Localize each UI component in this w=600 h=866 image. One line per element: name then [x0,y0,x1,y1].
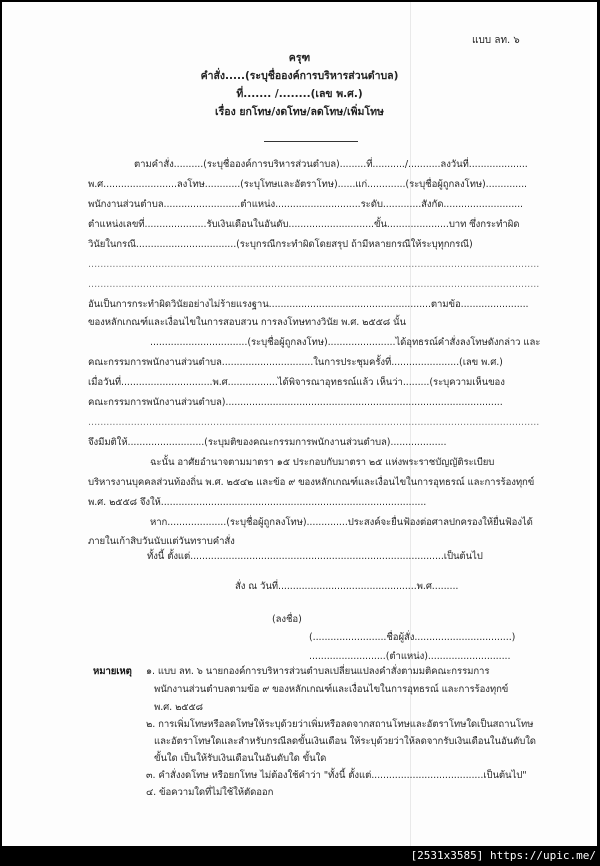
header-divider [264,141,358,142]
blank-line: .................................................................................................................................................... [88,259,540,270]
body-line: บริหารงานบุคคลส่วนท้องถิ่น พ.ศ. ๒๕๔๒ และข้อ ๙ ของหลักเกณฑ์และเงื่อนไขในการอุทธรณ์ และการร้องทุกข์ [88,477,535,488]
body-line: พ.ศ.........................ลงโทษ............(ระบุโทษและอัตราโทษ)......แก่.............(ระบุชื่อผู้ถูกลงโทษ).............. [88,179,527,190]
order-title: คำสั่ง.....(ระบุชื่อองค์การบริหารส่วนตำบล) [200,70,399,82]
effective-date-line: ทั้งนี้ ตั้งแต่......................................................................................เป็นต้นไป [147,551,483,562]
form-code: แบบ ลท. ๖ [472,35,520,46]
body-line: วินัยในกรณี..................................(ระบุกรณีกระทำผิดโดยสรุป ถ้ามีหลายกรณีให้ระบุทุกกรณี) [88,239,473,250]
body-line: คณะกรรมการพนักงานส่วนตำบล...............................ในการประชุมครั้งที่.......................(เลข พ.ศ.) [88,357,503,368]
body-line: หาก....................(ระบุชื่อผู้ถูกลงโทษ)..............ประสงค์จะยื่นฟ้องต่อศาลปกครองให้ยื่นฟ้องได้ [150,517,533,528]
note-line: ๑. แบบ ลท. ๖ นายกองค์การบริหารส่วนตำบลเปลี่ยนแปลงคำสั่งตามมติคณะกรรมการ [146,666,490,677]
signer-position: ..........................(ตำแหน่ง)............................ [309,651,511,662]
body-line: พ.ศ. ๒๕๕๘ จึงให้.......................................................................................... [88,497,427,508]
order-number: ที่....... /........(เลข พ.ศ.) [236,88,363,100]
blank-line: .................................................................................................................................................... [88,417,540,428]
sign-label: (ลงชื่อ) [272,614,302,625]
document-header [2,49,597,121]
body-line: อันเป็นการกระทำผิดวินัยอย่างไม่ร้ายแรงฐาน.......................................................ตามข้อ....................... [88,299,529,310]
body-line: พนักงานส่วนตำบล..........................ตำแหน่ง.............................ระดับ.............สังกัด........................... [88,199,523,210]
body-line: ตามคำสั่ง..........(ระบุชื่อองค์การบริหารส่วนตำบล).........ที่.........../...........ลงวันที่.................... [134,159,528,170]
body-line: คณะกรรมการพนักงานส่วนตำบล).............................................................................................. [88,397,503,408]
note-line: ขั้นใด เป็นให้รับเงินเดือนในอันดับใด ขั้นใด [154,753,327,764]
emblem-label: ครุฑ [288,52,311,64]
blank-line: .................................................................................................................................................... [88,279,540,290]
ordered-on-date: สั่ง ณ วันที่...............................................พ.ศ......... [235,581,459,592]
note-line: พ.ศ. ๒๕๕๘ [154,702,203,713]
order-subject: เรื่อง ยกโทษ/งดโทษ/ลดโทษ/เพิ่มโทษ [215,106,384,118]
body-line: ฉะนั้น อาศัยอำนาจตามมาตรา ๑๕ ประกอบกับมาตรา ๒๕ แห่งพระราชบัญญัติระเบียบ [150,457,495,468]
note-line: ๓. คำสั่งงดโทษ หรือยกโทษ ไม่ต้องใช้คำว่า "ทั้งนี้ ตั้งแต่......................................เป็นต้นไป" [146,770,527,781]
image-watermark: [2531x3585] https://upic.me/ [410,849,596,862]
body-line: .................................(ระบุชื่อผู้ถูกลงโทษ).......................ได้อุทธรณ์คำสั่งลงโทษดังกล่าว และ [150,337,541,348]
notes-label: หมายเหตุ [93,666,132,677]
document-page [2,2,597,846]
body-line: จึงมีมติให้..........................(ระบุมติของคณะกรรมการพนักงานส่วนตำบล)................... [88,437,447,448]
body-line: เมื่อวันที่...............................พ.ศ.................ได้พิจารณาอุทธรณ์แล้ว เห็นว่า.........(ระบุความเห็นของ [88,377,505,388]
note-line: ๒. การเพิ่มโทษหรือลดโทษให้ระบุด้วยว่าเพิ่มหรือลดจากสถานโทษและอัตราโทษใดเป็นสถานโทษ [146,719,534,730]
body-line: ภายในเก้าสิบวันนับแต่วันทราบคำสั่ง [88,536,235,547]
note-line: พนักงานส่วนตำบลตามข้อ ๙ ของหลักเกณฑ์และเงื่อนไขในการอุทธรณ์ และการร้องทุกข์ [154,684,509,695]
note-line: ๔. ข้อความใดที่ไม่ใช้ให้ตัดออก [146,787,274,798]
signer-name: (.........................ชื่อผู้สั่ง.................................) [309,632,516,643]
note-line: และอัตราโทษใดและสำหรับกรณีลดขั้นเงินเดือน ให้ระบุด้วยว่าให้ลดจากรับเงินเดือนในอันดับใด [154,736,536,747]
body-line: ตำแหน่งเลขที่.....................รับเงินเดือนในอันดับ.............................ขั้น.....................บาท ซึ่งกระทำผิด [88,219,520,230]
body-line: ของหลักเกณฑ์และเงื่อนไขในการสอบสวน การลงโทษทางวินัย พ.ศ. ๒๕๕๘ นั้น [88,317,406,328]
